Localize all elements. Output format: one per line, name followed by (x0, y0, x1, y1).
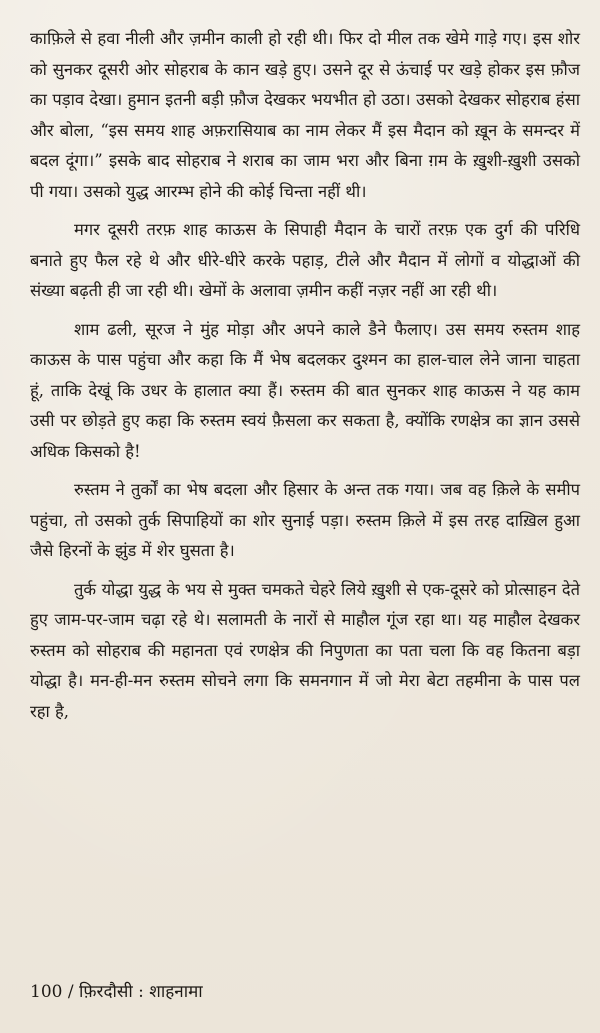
page-body (30, 24, 580, 727)
paragraph-5: तुर्क योद्धा युद्ध के भय से मुक्त चमकते चेहरे लिये ख़ुशी से एक-दूसरे को प्रोत्साहन देते हुए जाम-पर-जाम चढ़ा रहे थे। सलामती के नारों से माहौल गूंज रहा था। यह माहौल देखकर रुस्तम को सोहराब की महानता एवं रणक्षेत्र की निपुणता का पता चला कि वह कितना बड़ा योद्धा है। मन-ही-मन रुस्तम सोचने लगा कि समनगान में जो मेरा बेटा तहमीना के पास पल रहा है, (30, 579, 580, 721)
page-footer: 100 / फ़िरदौसी : शाहनामा (30, 982, 203, 1002)
paragraph-3: शाम ढली, सूरज ने मुंह मोड़ा और अपने काले डैने फैलाए। उस समय रुस्तम शाह काऊस के पास पहुंचा और कहा कि मैं भेष बदलकर दुश्मन का हाल-चाल लेने जाना चाहता हूं, ताकि देखूं कि उधर के हालात क्या हैं। रुस्तम की बात सुनकर शाह काऊस ने यह काम उसी पर छोड़ते हुए कहा कि रुस्तम स्वयं फ़ैसला कर सकता है, क्योंकि रणक्षेत्र का ज्ञान उससे अधिक किसको है! (30, 319, 580, 461)
paragraph-4: रुस्तम ने तुर्कों का भेष बदला और हिसार के अन्त तक गया। जब वह क़िले के समीप पहुंचा, तो उसको तुर्क सिपाहियों का शोर सुनाई पड़ा। रुस्तम क़िले में इस तरह दाख़िल हुआ जैसे हिरनों के झुंड में शेर घुसता है। (30, 480, 580, 560)
paragraph-2: मगर दूसरी तरफ़ शाह काऊस के सिपाही मैदान के चारों तरफ़ एक दुर्ग की परिधि बनाते हुए फैल रहे थे और धीरे-धीरे करके पहाड़, टीले और मैदान में लोगों व योद्धाओं की संख्या बढ़ती ही जा रही थी। खेमों के अलावा ज़मीन कहीं नज़र नहीं आ रही थी। (30, 220, 580, 300)
paragraph-1: काफ़िले से हवा नीली और ज़मीन काली हो रही थी। फिर दो मील तक खेमे गाड़े गए। इस शोर को सुनकर दूसरी ओर सोहराब के कान खड़े हुए। उसने दूर से ऊंचाई पर खड़े होकर इस फ़ौज का पड़ाव देखा। हुमान इतनी बड़ी फ़ौज देखकर भयभीत हो उठा। उसको देखकर सोहराब हंसा और बोला, “इस समय शाह अफ़रासियाब का नाम लेकर मैं इस मैदान को ख़ून के समन्दर में बदल दूंगा।” इसके बाद सोहराब ने शराब का जाम भरा और बिना ग़म के ख़ुशी-ख़ुशी उसको पी गया। उसको युद्ध आरम्भ होने की कोई चिन्ता नहीं थी। (30, 29, 580, 201)
